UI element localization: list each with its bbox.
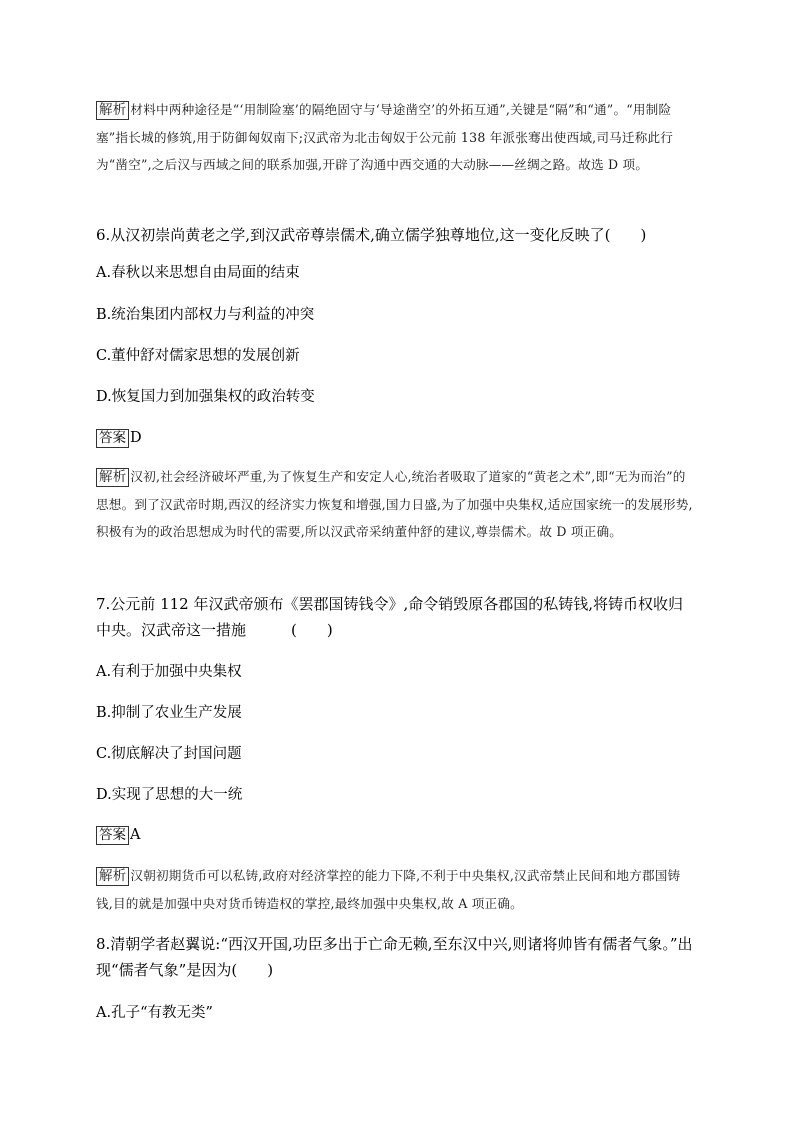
answer-value: D [130, 430, 142, 446]
q6-explanation [96, 463, 696, 546]
q7-option-b: B.抑制了农业生产发展 [96, 705, 242, 721]
q7-option-c: C.彻底解决了封国问题 [96, 746, 242, 762]
q8-option-a: A.孔子“有教无类” [96, 1005, 213, 1021]
answer-tag: 答案 [96, 429, 129, 448]
q7-question: 7.公元前 112 年汉武帝颁布《罢郡国铸钱令》,命令销毁原各郡国的私铸钱,将铸币权收归中央。汉武帝这一措施 ( ) [96, 595, 684, 639]
q5-explanation [96, 96, 696, 179]
q8-question: 8.清朝学者赵翼说:“西汉开国,功臣多出于亡命无赖,至东汉中兴,则诸将帅皆有儒者气象。”出现“儒者气象”是因为( ) [96, 935, 693, 979]
q6-option-b: B.统治集团内部权力与利益的冲突 [96, 307, 315, 323]
q6-question: 6.从汉初崇尚黄老之学,到汉武帝尊崇儒术,确立儒学独尊地位,这一变化反映了( ) [96, 226, 647, 244]
q7-explanation [96, 862, 696, 917]
q6-answer [96, 428, 142, 448]
q6-option-a: A.春秋以来思想自由局面的结束 [96, 265, 300, 281]
q7-answer [96, 825, 140, 845]
q7-option-a: A.有利于加强中央集权 [96, 664, 242, 680]
q6-option-c: C.董仲舒对儒家思想的发展创新 [96, 348, 300, 364]
explanation-tag: 解析 [96, 468, 129, 487]
explanation-tag: 解析 [96, 101, 129, 120]
explanation-tag: 解析 [96, 867, 129, 886]
q6-option-d: D.恢复国力到加强集权的政治转变 [96, 389, 315, 405]
explanation-text: 材料中两种途径是“‘用制险塞’的隔绝固守与‘导途凿空’的外拓互通”,关键是“隔”和“通”。“用制险塞”指长城的修筑,用于防御匈奴南下;汉武帝为北击匈奴于公元前 138 年派张骞出使西域,司马迁称此行为“凿空”,之后汉与西域之间的联系加强,开辟了沟通中西交通的大动脉——丝绸之路。故选 D 项。 [96, 102, 674, 172]
explanation-text: 汉初,社会经济破坏严重,为了恢复生产和安定人心,统治者吸取了道家的“黄老之术”,即“无为而治”的思想。到了汉武帝时期,西汉的经济实力恢复和增强,国力日盛,为了加强中央集权,适应国家统一的发展形势,积极有为的政治思想成为时代的需要,所以汉武帝采纳董仲舒的建议,尊崇儒术。故 D 项正确。 [96, 469, 693, 539]
explanation-text: 汉朝初期货币可以私铸,政府对经济掌控的能力下降,不利于中央集权,汉武帝禁止民间和地方郡国铸钱,目的就是加强中央对货币铸造权的掌控,最终加强中央集权,故 A 项正确。 [96, 868, 681, 911]
q7-option-d: D.实现了思想的大一统 [96, 787, 243, 803]
answer-value: A [130, 827, 141, 843]
answer-tag: 答案 [96, 826, 129, 845]
